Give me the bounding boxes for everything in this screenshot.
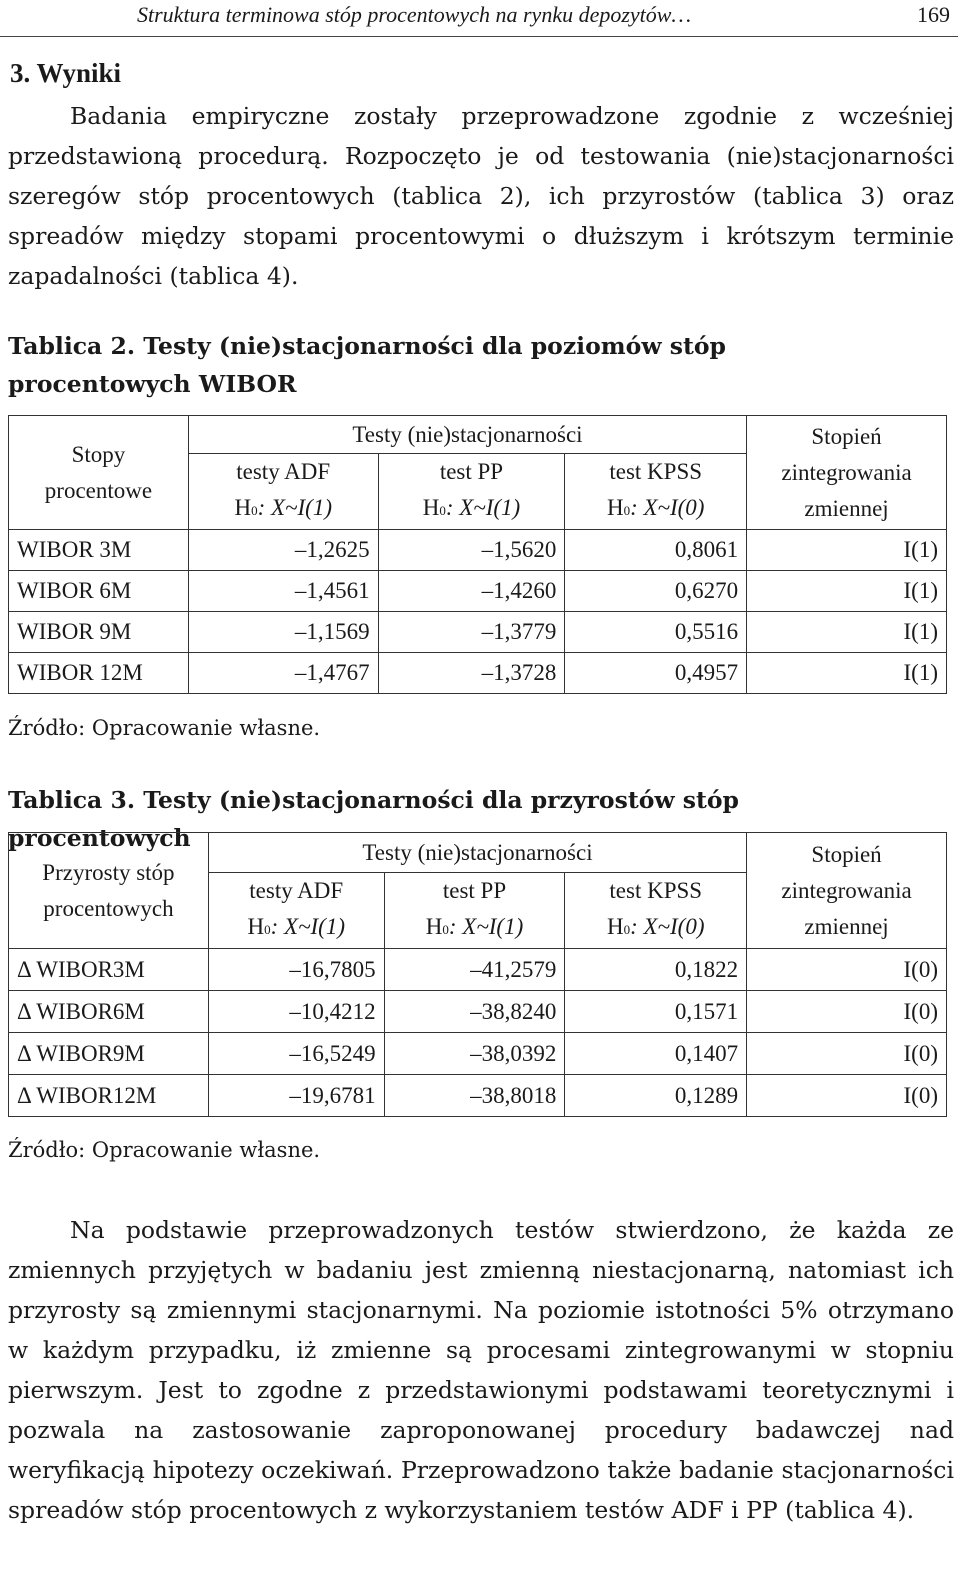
table2-adf-label: testy ADF (236, 459, 331, 484)
table2-cell-pp: –1,3779 (378, 612, 565, 653)
table2-group-header: Testy (nie)stacjonarności (188, 416, 746, 454)
table2-kpss-h0-sub: 0 (623, 503, 631, 518)
table3-col-rates: Przyrosty stóp procentowych (9, 833, 209, 949)
table2-cell-degree: I(1) (747, 653, 947, 694)
table3-source: Źródło: Opracowanie własne. (8, 1138, 321, 1162)
table3-cell-pp: –41,2579 (384, 949, 565, 991)
table-row (9, 612, 947, 653)
table3-col-degree: Stopień zintegrowania zmiennej (747, 833, 947, 949)
table2-cell-kpss: 0,4957 (565, 653, 747, 694)
table2-kpss-h0: H (606, 495, 624, 520)
table2-col-rates: Stopy procentowe (9, 416, 189, 530)
table2-cell-degree: I(1) (747, 530, 947, 571)
table3-cell-pp: –38,0392 (384, 1033, 565, 1075)
table2-cell-pp: –1,3728 (378, 653, 565, 694)
table2-row-name: WIBOR 9M (9, 612, 189, 653)
table3-cell-degree: I(0) (747, 949, 947, 991)
table3-cell-kpss: 0,1289 (565, 1075, 747, 1117)
table2-col-kpss (565, 454, 747, 530)
table3-cell-pp: –38,8018 (384, 1075, 565, 1117)
table3-row-name: Δ WIBOR9M (9, 1033, 209, 1075)
table3-group-header: Testy (nie)stacjonarności (208, 833, 746, 873)
table2-cell-kpss: 0,8061 (565, 530, 747, 571)
table2 (8, 415, 947, 694)
table3-cell-kpss: 0,1407 (565, 1033, 747, 1075)
running-header (0, 0, 958, 37)
table2-kpss-label: test KPSS (609, 459, 703, 484)
table-row (9, 571, 947, 612)
table2-cell-kpss: 0,6270 (565, 571, 747, 612)
table2-adf-h0: H (234, 495, 252, 520)
table-row (9, 1033, 947, 1075)
table2-cell-degree: I(1) (747, 571, 947, 612)
table2-pp-h0-sub: 0 (439, 503, 446, 518)
running-title: Struktura terminowa stóp procentowych na rynku depozytów… (137, 2, 692, 27)
table2-source: Źródło: Opracowanie własne. (8, 716, 321, 740)
table3-row-name: Δ WIBOR6M (9, 991, 209, 1033)
table2-adf-h0-sub: 0 (251, 503, 258, 518)
table2-caption-text: Testy (nie)stacjonarności dla poziomów stóp procentowych WIBOR (8, 332, 726, 398)
table3-kpss-h0-sub: 0 (623, 922, 631, 937)
table3-caption-text: Testy (nie)stacjonarności dla przyrostów stóp procentowych (8, 786, 739, 852)
table-row (9, 653, 947, 694)
table3-cell-degree: I(0) (747, 1033, 947, 1075)
table2-col-pp (378, 454, 565, 530)
page-number: 169 (917, 2, 950, 27)
table2-pp-h0: H (422, 495, 440, 520)
table3-row-name: Δ WIBOR12M (9, 1075, 209, 1117)
intro-paragraph: Badania empiryczne zostały przeprowadzone zgodnie z wcześniej przedstawioną procedurą. Rozpoczęto je od testowania (nie)stacjonarności szeregów stóp procentowych (tablica 2), ich przyrostów (tablica 3) oraz spreadów między stopami procentowymi o dłuższym i krótszym terminie zapadalności (tablica 4). (8, 102, 954, 290)
table3-cell-adf: –10,4212 (208, 991, 384, 1033)
table3-cell-degree: I(0) (747, 991, 947, 1033)
table-row (9, 991, 947, 1033)
table3-kpss-h0-hyp: : X~I(0) (630, 914, 705, 939)
table2-cell-adf: –1,1569 (188, 612, 378, 653)
table-row (9, 530, 947, 571)
table3-col-adf (208, 873, 384, 949)
table2-row-name: WIBOR 12M (9, 653, 189, 694)
table3-cell-kpss: 0,1571 (565, 991, 747, 1033)
table3-kpss-h0: H (606, 914, 624, 939)
table2-cell-adf: –1,4767 (188, 653, 378, 694)
table3-pp-label: test PP (442, 878, 507, 903)
table3-cell-adf: –16,7805 (208, 949, 384, 991)
table2-pp-label: test PP (439, 459, 504, 484)
table3-col-pp (384, 873, 565, 949)
table2-col-degree: Stopień zintegrowania zmiennej (747, 416, 947, 530)
table3-pp-h0-sub: 0 (442, 922, 449, 937)
table2-cell-adf: –1,2625 (188, 530, 378, 571)
table2-row-name: WIBOR 3M (9, 530, 189, 571)
table-row (9, 949, 947, 991)
table3-cell-adf: –16,5249 (208, 1033, 384, 1075)
table3-pp-h0-hyp: : X~I(1) (448, 914, 524, 939)
table3-adf-h0-sub: 0 (264, 922, 271, 937)
table3 (8, 832, 947, 1117)
table3-adf-h0-hyp: : X~I(1) (270, 914, 345, 939)
table-row (9, 1075, 947, 1117)
table3-cell-pp: –38,8240 (384, 991, 565, 1033)
table3-pp-h0: H (425, 914, 443, 939)
table3-caption-label: Tablica 3. (8, 786, 136, 814)
table3-adf-h0: H (247, 914, 265, 939)
table3-cell-degree: I(0) (747, 1075, 947, 1117)
table2-pp-h0-hyp: : X~I(1) (445, 495, 521, 520)
table3-row-name: Δ WIBOR3M (9, 949, 209, 991)
table3-cell-adf: –19,6781 (208, 1075, 384, 1117)
table2-cell-pp: –1,5620 (378, 530, 565, 571)
table2-caption-label: Tablica 2. (8, 332, 136, 360)
table3-kpss-label: test KPSS (609, 878, 703, 903)
table2-cell-adf: –1,4561 (188, 571, 378, 612)
table2-row-name: WIBOR 6M (9, 571, 189, 612)
table2-col-adf (188, 454, 378, 530)
conclusion-paragraph: Na podstawie przeprowadzonych testów stwierdzono, że każda ze zmiennych przyjętych w badaniu jest zmienną niestacjonarną, natomiast ich przyrosty są zmiennymi stacjonarnymi. Na poziomie istotności 5% otrzymano w każdym przypadku, iż zmienne są procesami zintegrowanymi w stopniu pierwszym. Jest to zgodne z przedstawionymi podstawami teoretycznymi i pozwala na zastosowanie zaproponowanej procedury badawczej nad weryfikacją hipotezy oczekiwań. Przeprowadzono także badanie stacjonarności spreadów stóp procentowych z wykorzystaniem testów ADF i PP (tablica 4). (8, 1216, 954, 1524)
table3-col-kpss (565, 873, 747, 949)
table2-cell-kpss: 0,5516 (565, 612, 747, 653)
table2-caption (8, 327, 908, 403)
table2-cell-degree: I(1) (747, 612, 947, 653)
table2-cell-pp: –1,4260 (378, 571, 565, 612)
table2-kpss-h0-hyp: : X~I(0) (630, 495, 705, 520)
table2-adf-h0-hyp: : X~I(1) (257, 495, 332, 520)
table3-cell-kpss: 0,1822 (565, 949, 747, 991)
section-title: 3. Wyniki (10, 58, 122, 88)
table3-adf-label: testy ADF (249, 878, 344, 903)
